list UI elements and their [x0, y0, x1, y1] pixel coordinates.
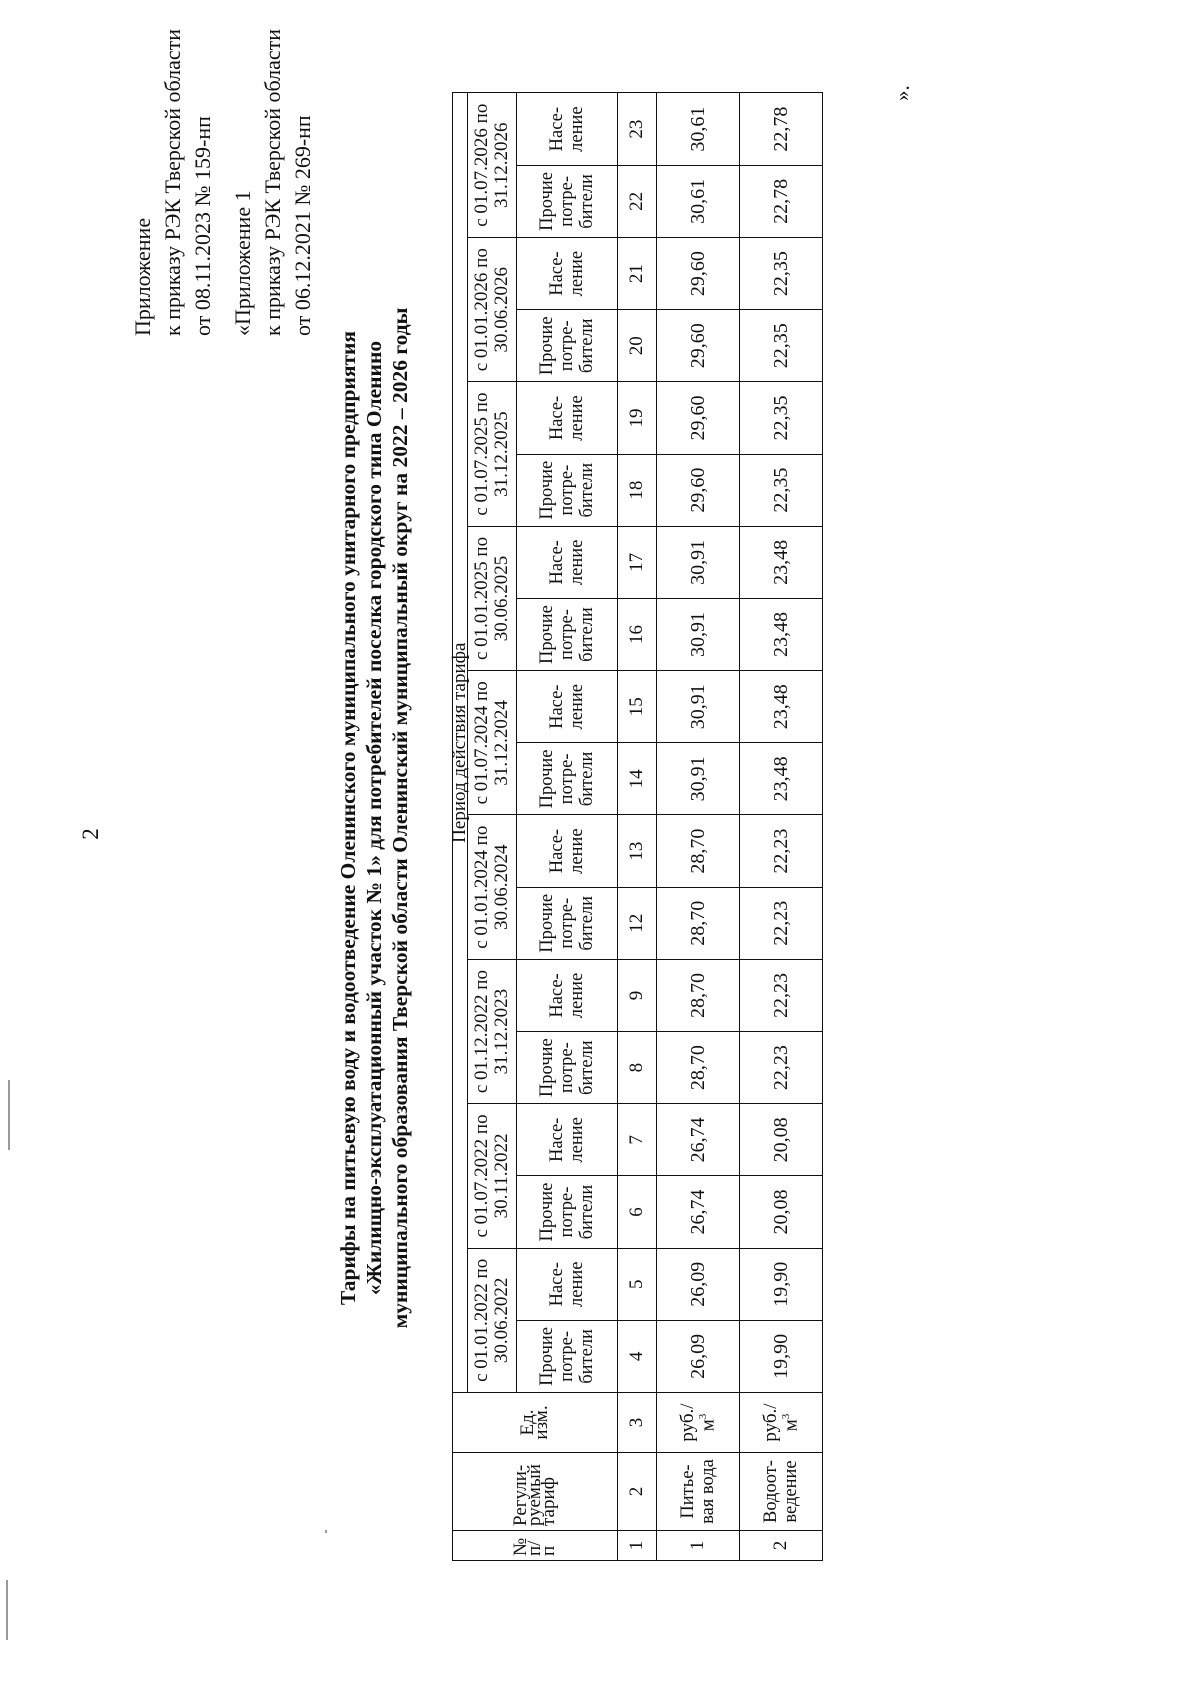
column-number: 5	[618, 1248, 657, 1320]
tariff-value: 30,61	[657, 93, 740, 165]
period-header: с 01.01.2024 по 30.06.2024	[468, 815, 517, 959]
tariff-value: 26,74	[657, 1104, 740, 1176]
column-number: 12	[618, 887, 657, 959]
category-other-header: Прочие потре-бители	[517, 1320, 618, 1392]
column-number: 19	[618, 382, 657, 454]
column-number: 3	[618, 1393, 657, 1453]
title-line3: муниципального образования Тверской области Оленинский муниципальный округ на 2022 – 2026 годы	[388, 307, 412, 1329]
table-row-wastewater	[740, 93, 823, 1561]
tariff-value: 30,61	[657, 165, 740, 237]
approval-current	[128, 29, 218, 336]
category-population-header: Насе-ление	[517, 526, 618, 598]
column-number: 8	[618, 1032, 657, 1104]
header-unit: Ед. изм.	[453, 1393, 618, 1453]
header-period: Период действия тарифа	[453, 93, 468, 1393]
column-number: 17	[618, 526, 657, 598]
tariff-value: 28,70	[657, 815, 740, 887]
tariff-value: 20,08	[740, 1176, 823, 1248]
category-population-header: Насе-ление	[517, 1248, 618, 1320]
page-number: 2	[78, 828, 103, 840]
row-unit: руб./ $м^3$	[657, 1393, 740, 1453]
tariff-value: 28,70	[657, 1032, 740, 1104]
category-other-header: Прочие потре-бители	[517, 1176, 618, 1248]
header-num: № п/п	[453, 1531, 618, 1561]
category-other-header: Прочие потре-бители	[517, 454, 618, 526]
column-number: 13	[618, 815, 657, 887]
tariff-value: 30,91	[657, 743, 740, 815]
header-row-dates	[468, 93, 517, 1561]
tariff-value: 23,48	[740, 671, 823, 743]
column-number: 22	[618, 165, 657, 237]
approval-current-line3: от 08.11.2023 № 159-нп	[190, 116, 215, 336]
approval-previous-line3: от 06.12.2021 № 269-нп	[290, 115, 315, 336]
approval-previous-line2: к приказу РЭК Тверской области	[260, 28, 285, 336]
column-number: 7	[618, 1104, 657, 1176]
category-population-header: Насе-ление	[517, 815, 618, 887]
document-title	[335, 188, 413, 1448]
category-other-header: Прочие потре-бители	[517, 743, 618, 815]
tariff-value: 23,48	[740, 743, 823, 815]
tariff-value: 30,91	[657, 671, 740, 743]
table-row-drinking-water	[657, 93, 740, 1561]
tariff-table	[449, 92, 823, 1561]
tariff-value: 22,35	[740, 454, 823, 526]
tariff-value: 30,91	[657, 526, 740, 598]
category-population-header: Насе-ление	[517, 382, 618, 454]
column-number: 16	[618, 598, 657, 670]
category-other-header: Прочие потре-бители	[517, 165, 618, 237]
closing-quote: ».	[890, 85, 914, 101]
row-num: 2	[740, 1531, 823, 1561]
tariff-value: 29,60	[657, 454, 740, 526]
tariff-value: 22,78	[740, 165, 823, 237]
column-number: 1	[618, 1531, 657, 1561]
tariff-value: 28,70	[657, 959, 740, 1031]
tariff-value: 28,70	[657, 887, 740, 959]
approval-current-line1: Приложение	[130, 217, 155, 336]
category-other-header: Прочие потре-бители	[517, 887, 618, 959]
period-header: с 01.07.2024 по 31.12.2024	[468, 671, 517, 815]
column-number: 2	[618, 1453, 657, 1531]
category-population-header: Насе-ление	[517, 238, 618, 310]
period-header: с 01.01.2025 по 30.06.2025	[468, 526, 517, 670]
tariff-value: 23,48	[740, 598, 823, 670]
category-other-header: Прочие потре-бители	[517, 1032, 618, 1104]
tariff-value: 22,23	[740, 815, 823, 887]
tariff-value: 26,09	[657, 1320, 740, 1392]
period-header: с 01.01.2022 по 30.06.2022	[468, 1248, 517, 1392]
tariff-value: 19,90	[740, 1248, 823, 1320]
tariff-value: 20,08	[740, 1104, 823, 1176]
tariff-value: 29,60	[657, 238, 740, 310]
tariff-value: 19,90	[740, 1320, 823, 1392]
tariff-value: 22,35	[740, 382, 823, 454]
category-other-header: Прочие потре-бители	[517, 598, 618, 670]
period-header: с 01.07.2026 по 31.12.2026	[468, 93, 517, 238]
column-number: 14	[618, 743, 657, 815]
tariff-value: 22,23	[740, 887, 823, 959]
approval-previous	[228, 29, 318, 336]
tariff-value: 22,35	[740, 310, 823, 382]
category-population-header: Насе-ление	[517, 93, 618, 165]
column-number-row	[618, 93, 657, 1561]
row-unit: руб./ $м^3$	[740, 1393, 823, 1453]
tariff-value: 29,60	[657, 382, 740, 454]
header-row-categories	[517, 93, 618, 1561]
tariff-value: 26,09	[657, 1248, 740, 1320]
approval-previous-line1: «Приложение 1	[230, 190, 255, 336]
tariff-value: 22,78	[740, 93, 823, 165]
column-number: 23	[618, 93, 657, 165]
tariff-value: 22,23	[740, 1032, 823, 1104]
column-number: 18	[618, 454, 657, 526]
title-line1: Тарифы на питьевую воду и водоотведение Оленинского муниципального унитарного предприятия	[336, 330, 360, 1306]
period-header: с 01.12.2022 по 31.12.2023	[468, 959, 517, 1103]
column-number: 20	[618, 310, 657, 382]
category-population-header: Насе-ление	[517, 959, 618, 1031]
category-population-header: Насе-ление	[517, 671, 618, 743]
column-number: 6	[618, 1176, 657, 1248]
title-line2: «Жилищно-эксплуатационный участок № 1» для потребителей поселка городского типа Оленино	[362, 340, 386, 1296]
tariff-value: 22,23	[740, 959, 823, 1031]
row-tariff: Питье-вая вода	[657, 1453, 740, 1531]
tariff-value: 26,74	[657, 1176, 740, 1248]
tariff-value: 29,60	[657, 310, 740, 382]
tariff-value: 22,35	[740, 238, 823, 310]
approval-current-line2: к приказу РЭК Тверской области	[160, 28, 185, 336]
header-row-period	[453, 93, 468, 1561]
column-number: 4	[618, 1320, 657, 1392]
row-tariff: Водоот-ведение	[740, 1453, 823, 1531]
header-tariff: Регули-руемый тариф	[453, 1453, 618, 1531]
period-header: с 01.07.2025 по 31.12.2025	[468, 382, 517, 526]
category-population-header: Насе-ление	[517, 1104, 618, 1176]
tariff-value: 23,48	[740, 526, 823, 598]
category-other-header: Прочие потре-бители	[517, 310, 618, 382]
column-number: 9	[618, 959, 657, 1031]
tariff-value: 30,91	[657, 598, 740, 670]
period-header: с 01.07.2022 по 30.11.2022	[468, 1104, 517, 1248]
row-num: 1	[657, 1531, 740, 1561]
column-number: 21	[618, 238, 657, 310]
column-number: 15	[618, 671, 657, 743]
period-header: с 01.01.2026 по 30.06.2026	[468, 238, 517, 382]
